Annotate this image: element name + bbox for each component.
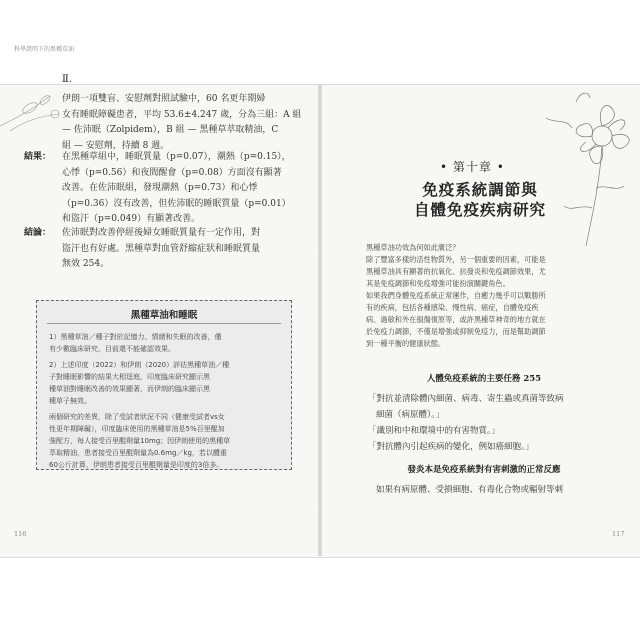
result-text	[62, 150, 304, 228]
body-line: 如果有病原體、受損細胞、有毒化合物或輻射等刺	[376, 485, 564, 495]
book-gutter	[318, 84, 322, 556]
conclusion-line: 無效 254。	[62, 259, 110, 269]
study-paragraph	[62, 92, 302, 154]
paragraph-line: 組 — 安慰劑，持續 8 週。	[62, 140, 170, 151]
box-line-text: 兩個研究的差異，除了受試者狀況不同（健康受試者vs女	[49, 413, 225, 421]
result-line: 改善。在佐沛眠組，發現潮熱（p=0.73）和心悸	[62, 183, 258, 193]
conclusion-line: 盜汗也有好處。黑種草對血管舒縮症狀和睡眠質量	[62, 243, 261, 254]
paragraph-line: — 佐沛眠（Zolpidem），B 組 — 黑種草萃取精油，C	[62, 125, 279, 135]
box-line-text: 60公斤計算，伊朗患者接受百里醌劑量是印度的3倍多。	[49, 461, 224, 469]
intro-paragraph	[366, 242, 604, 350]
box-body	[37, 411, 291, 471]
chapter-title-line-1: 免疫系統調節與	[422, 180, 538, 199]
intro-line: 其是免疫調節和免疫增強可能扮演關鍵角色。	[366, 279, 510, 288]
box-line-text: 有少數臨床研究，目前還不能確認效果。	[49, 345, 175, 353]
intro-line: 於免疫力調節，不僅是增強或抑制免疫力，而是幫助調節	[366, 327, 546, 336]
conclusion-line: 佐沛眠對改善停經後婦女睡眠質量有一定作用，對	[62, 228, 261, 238]
box-line-text: 性更年期障礙），印度臨床使用的黑種草油是5%百里醌加	[49, 425, 225, 433]
page-number-left: 116	[14, 530, 27, 538]
box-line-text: 子對睡眠影響的結果大相逕庭，印度臨床研究顯示黑	[49, 373, 210, 381]
intro-line: 病、過敏和外在損傷復原等，或許黑種草神奇的地方就在	[366, 315, 546, 324]
nigella-flower-illustration-icon	[516, 88, 640, 248]
chapter-label: • 第十章 •	[440, 160, 505, 174]
task-bullet: 細菌（病原體）。」	[376, 410, 445, 420]
running-head: 科學證明下的黑種草油	[14, 46, 75, 53]
intro-line: 黑種草油功效為何如此廣泛？	[366, 243, 460, 252]
box-line-text: 種草子無效。	[49, 397, 91, 405]
result-label: 結果：	[24, 152, 52, 162]
box-title: 黑種草油和睡眠	[130, 310, 198, 321]
chapter-title-line-2: 自體免疫疾病研究	[413, 200, 546, 219]
box-line-text: 種草油對睡眠改善的效果顯著，而伊朗的臨床顯示黑	[49, 385, 210, 393]
intro-line: 除了豐富多樣的活性物質外，另一個重要的因素，可能是	[366, 255, 546, 264]
task-bullet: 「對抗並清除體內細菌、病毒、寄生蟲或真菌等致病	[368, 394, 564, 404]
box-line-text: 2）上述印度（2022）和伊朗（2020）評估黑種草油／種	[49, 361, 230, 369]
page-number-right: 117	[612, 530, 625, 538]
section-roman-number: Ⅱ.	[62, 74, 72, 85]
intro-line: 如果我們身體免疫系統正常運作，自癒力幾乎可以戰勝所	[366, 291, 546, 300]
section-heading-inflammation: 發炎本是免疫系統對有害刺激的正常反應	[407, 465, 561, 475]
box-item-2	[37, 359, 291, 407]
box-line-text: 1）黑種草油／種子對於記憶力、情緒和失眠的改善，僅	[49, 333, 222, 341]
result-line: 和盜汗（p=0.049）有顯著改善。	[62, 214, 201, 224]
conclusion-text	[62, 226, 304, 273]
paragraph-line: 伊朗一項雙盲、安慰劑對照試驗中，60 名更年期婦	[62, 94, 266, 104]
task-bullet: 「對抗體內引起疾病的變化，例如癌細胞。」	[368, 442, 534, 452]
box-line-text: 強配方，每人接受百里醌劑量10mg；因伊朗使用的黑種草	[49, 437, 231, 445]
result-block	[24, 150, 304, 228]
result-line: 心悸（p=0.56）和夜間醒會（p=0.08）方面沒有顯著	[62, 167, 282, 178]
box-line-text: 萃取精油，患者接受百里醌劑量為0.6mg／kg，若以體重	[49, 449, 227, 457]
sidebar-box	[36, 300, 292, 470]
conclusion-block	[24, 226, 304, 273]
intro-line: 到一種平衡的健康狀態。	[366, 339, 446, 348]
intro-line: 黑種草油具有顯著的抗氧化、抗發炎和免疫調節效果，尤	[366, 267, 546, 276]
conclusion-label: 結論：	[24, 228, 52, 238]
task-bullet: 「識別和中和環境中的有害物質。」	[368, 426, 500, 436]
flower-illustration-icon	[0, 86, 70, 146]
result-line: 在黑種草組中，睡眠質量（p=0.07），潮熱（p=0.15），	[62, 152, 291, 162]
paragraph-line: 女有睡眠障礙患者，平均 53.6±4.247 歲，分為三組：A 組	[62, 109, 302, 120]
section-heading-immune-tasks: 人體免疫系統的主要任務 255	[426, 374, 542, 384]
result-line: （p=0.36）沒有改善，但佐沛眠的睡眠質量（p=0.01）	[62, 198, 291, 209]
intro-line: 有的疾病，包括各種感染、慢性病、癌症，自體免疫疾	[366, 303, 539, 312]
box-divider	[47, 323, 281, 324]
box-item-1	[37, 331, 291, 355]
